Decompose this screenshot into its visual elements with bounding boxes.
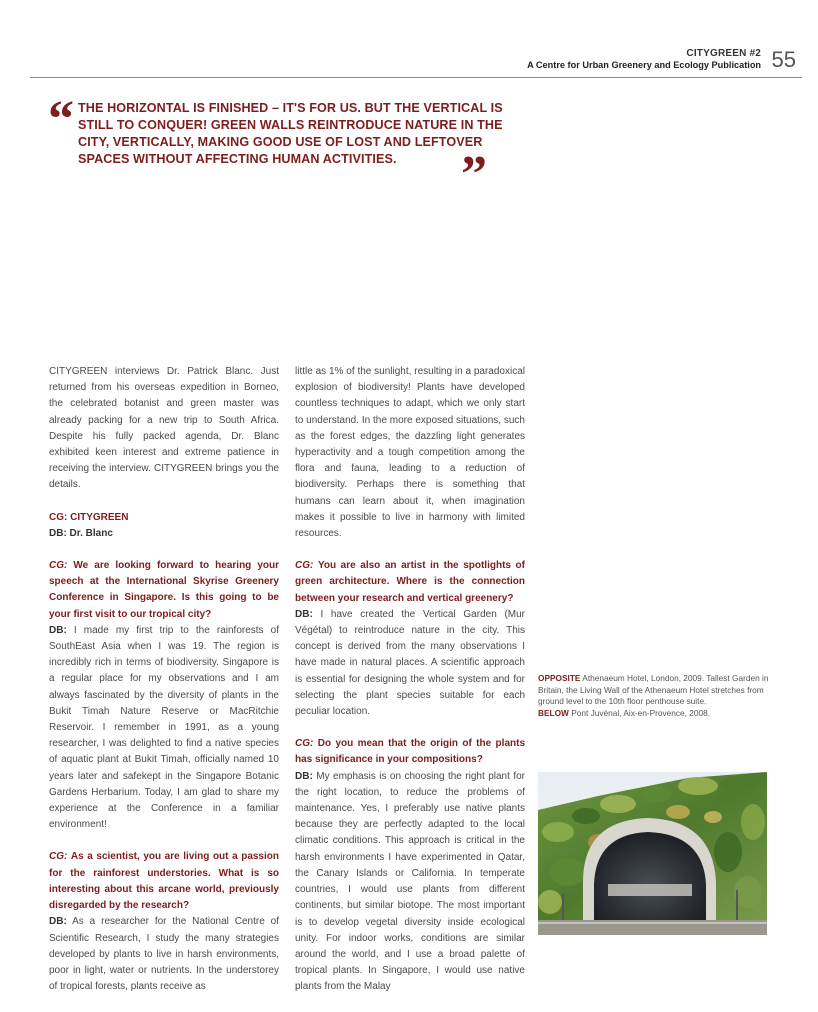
pull-quote-text: THE HORIZONTAL IS FINISHED – IT'S FOR US. BUT THE VERTICAL IS STILL TO CONQUER! GREEN WALLS REINTRODUCE NATURE IN THE CITY, VERTICALLY, MAKING GOOD USE OF LOST AND LEFTOVER SPACES WITHOUT AFFECTING HUMAN ACTIVITIES.	[78, 101, 503, 166]
header-rule	[30, 77, 802, 78]
magazine-name: CITYGREEN #2	[686, 48, 762, 59]
article-column-2	[295, 364, 525, 1012]
question-label: CG:	[49, 560, 68, 572]
question-3	[295, 558, 525, 720]
legend-db: DB: Dr. Blanc	[49, 527, 113, 539]
question-2	[49, 849, 279, 995]
answer-label: DB:	[295, 608, 313, 620]
question-text: Do you mean that the origin of the plants has significance in your compositions?	[295, 738, 526, 766]
question-label: CG:	[295, 560, 314, 572]
publication-name: A Centre for Urban Greenery and Ecology Publication	[527, 60, 762, 70]
question-text: We are looking forward to hearing your speech at the International Skyrise Greenery Conference in Singapore. Is this going to be your first visit to our tropical city?	[49, 560, 280, 620]
answer-text: My emphasis is on choosing the right plant for the right location, to reduce the problems of maintenance. Yes, I preferably use native plants because they are perfectly adapted to the local climatic conditions. This approach is critical in the harsh environments I have experimented in Qatar, the Canary Islands or California. In temperate countries, I would use plants from different continents, but similar biotope. The most important is to develop vegetal diversity inside ecological unity. For indoor works, conditions are similar around the world, and I use a broad palette of tropical plants. In Singapore, I would use native plants from the Malay	[295, 770, 526, 993]
answer-label: DB:	[49, 624, 67, 636]
article-column-1	[49, 364, 279, 1011]
caption-text-opposite: Athenaeum Hotel, London, 2009. Tallest Garden in Britain, the Living Wall of the Athenaeum Hotel stretches from ground level to the 10th floor penthouse suite.	[538, 673, 769, 707]
question-label: CG:	[49, 851, 68, 863]
vertical-garden-photo	[538, 772, 767, 935]
caption-text-below: Pont Juvénal, Aix-en-Provence, 2008.	[571, 707, 711, 718]
answer-label: DB:	[295, 770, 313, 782]
intro-paragraph: CITYGREEN interviews Dr. Patrick Blanc. Just returned from his overseas expedition in Borneo, the celebrated botanist and green master was already packing for a new trip to South Africa. Despite his fully packed agenda, Dr. Blanc exhibited keen interest and extreme patience in receiving the interview. CITYGREEN brings you the details.	[49, 366, 279, 491]
caption-tag-opposite: OPPOSITE	[538, 673, 581, 683]
caption-tag-below: BELOW	[538, 707, 569, 718]
page-header	[527, 48, 796, 70]
close-quote-mark: ”	[461, 146, 487, 203]
question-label: CG:	[295, 738, 314, 750]
green-wall-tunnel-illustration	[538, 772, 767, 935]
answer-text: I made my first trip to the rainforests of SouthEast Asia when I was 19. The region is incredibly rich in terms of biodiversity. Singapore is a regular place for my observations and I am always fascinated by the diversity of plants in the Bukit Timah Nature Reserve or MacRitchie Reservoir. I remember in 1991, as a young researcher, I was delighted to find a native species of aquatic plant at Bukit Timah, officially named 10 years later and safekept in the Singapore Botanic Gardens Herbarium. Today, I am glad to share my experience at the Conference in a familiar environment!	[49, 624, 279, 831]
answer-continued: little as 1% of the sunlight, resulting in a paradoxical explosion of biodiversity! Plants have developed countless techniques to adapt, which we only start to understand. In the more exposed situations, such as the forest edges, the dazzling light generates hyperactivity and a tough competition among the flora and fauna, leading to a reduction of biodiversity. Perhaps there is something that humans can learn about it, when imagination makes it possible to live in harmony with limited resources.	[295, 366, 525, 540]
answer-text: I have created the Vertical Garden (Mur Végétal) to reintroduce nature in the city. This concept is derived from the many observations I have made in natural places. A scientific approach is essential for designing the whole system and for selecting the plant species suitable for each peculiar location.	[295, 608, 525, 718]
pull-quote	[48, 91, 508, 203]
legend-cg: CG: CITYGREEN	[49, 511, 129, 523]
answer-label: DB:	[49, 916, 67, 928]
open-quote-mark: “	[48, 91, 74, 148]
question-text: As a scientist, you are living out a passion for the rainforest understories. What is so interesting about this arcane world, previously disregarded by the research?	[49, 851, 279, 912]
question-text: You are also an artist in the spotlights of green architecture. Where is the connection between your research and vertical greenery?	[295, 560, 525, 604]
question-4	[295, 736, 525, 995]
header-titles	[527, 48, 761, 70]
page-number: 55	[771, 47, 796, 72]
speaker-legend	[49, 510, 279, 542]
question-1	[49, 558, 279, 833]
photo-caption	[538, 673, 773, 719]
answer-text: As a researcher for the National Centre of Scientific Research, I study the many strategies developed by plants to live in harsh environments, poor in light, water or nutrients. In the understorey of tropical forests, plants receive as	[49, 916, 279, 993]
